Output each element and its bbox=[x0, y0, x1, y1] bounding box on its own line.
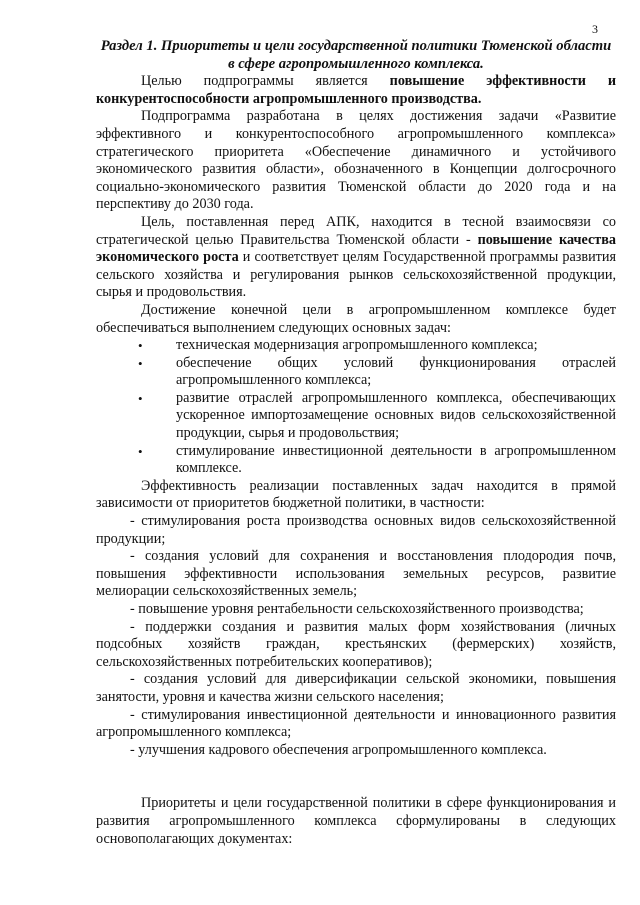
list-item-text: развитие отраслей агропромышленного комплекса, обеспечивающих ускоренное импортозамещение основных видов сельскохозяйственной продукции, сырья и продовольствия; bbox=[176, 389, 616, 442]
apk-bold-text: повышение качества экономического роста bbox=[96, 231, 616, 266]
page-number: 3 bbox=[592, 22, 598, 36]
priority-item: - создания условий для диверсификации сельской экономики, повышения занятости, уровня и качества жизни сельского населения; bbox=[96, 671, 616, 705]
tasks-list bbox=[96, 337, 616, 478]
paragraph-gap bbox=[96, 759, 616, 795]
bullet-icon: • bbox=[138, 338, 143, 354]
goal-bold-text: повышение эффективности и конкурентоспособности агропромышленного производства. bbox=[96, 73, 616, 107]
list-item-text: обеспечение общих условий функционирования отраслей агропромышленного комплекса; bbox=[176, 354, 616, 389]
apk-paragraph bbox=[96, 214, 616, 302]
priority-item: - стимулирования инвестиционной деятельности и инновационного развития агропромышленного комплекса; bbox=[96, 706, 616, 741]
list-item-text: техническая модернизация агропромышленного комплекса; bbox=[176, 337, 538, 354]
efficiency-paragraph: Эффективность реализации поставленных задач находится в прямой зависимости от приоритетов бюджетной политики, в частности: bbox=[96, 477, 616, 512]
priority-item: - стимулирования роста производства основных видов сельскохозяйственной продукции; bbox=[96, 513, 616, 547]
section-heading: Раздел 1. Приоритеты и цели государственной политики Тюменской области в сфере агропромышленного комплекса. bbox=[100, 38, 612, 72]
priority-item: - улучшения кадрового обеспечения агропромышленного комплекса. bbox=[130, 741, 547, 758]
goal-prefix: Целью подпрограммы является bbox=[141, 73, 390, 90]
list-item bbox=[96, 390, 616, 443]
achieve-paragraph: Достижение конечной цели в агропромышленном комплексе будет обеспечиваться выполнением следующих основных задач: bbox=[96, 301, 616, 336]
page-content bbox=[96, 38, 616, 848]
priority-item: - поддержки создания и развития малых форм хозяйствования (личных подсобных хозяйств граждан, крестьянских (фермерских) хозяйств, сельскохозяйственных потребительских кооперативов); bbox=[96, 618, 616, 670]
list-item-text: стимулирование инвестиционной деятельности в агропромышленном комплексе. bbox=[176, 442, 616, 477]
apk-suffix: и соответствует целям Государственной программы развития сельского хозяйства и регулирования рынков сельскохозяйственной продукции, сырья и продовольствия. bbox=[96, 249, 616, 301]
list-item bbox=[96, 355, 616, 390]
apk-prefix: Цель, поставленная перед АПК, находится в тесной взаимосвязи со стратегической целью Правительства Тюменской области - bbox=[96, 213, 616, 248]
list-item bbox=[96, 443, 616, 478]
developed-paragraph: Подпрограмма разработана в целях достижения задачи «Развитие эффективного и конкурентоспособного агропромышленного комплекса» стратегического приоритета «Обеспечение динамичного и устойчивого экономического развития области», обозначенного в Концепции долгосрочного социально-экономического развития Тюменской области до 2020 года и на перспективу до 2030 года. bbox=[96, 108, 616, 213]
documents-paragraph: Приоритеты и цели государственной политики в сфере функционирования и развития агропромышленного комплекса сформулированы в следующих основополагающих документах: bbox=[96, 795, 616, 847]
bullet-icon: • bbox=[138, 355, 143, 371]
goal-paragraph bbox=[96, 73, 616, 108]
priority-item: - создания условий для сохранения и восстановления плодородия почв, повышения эффективности использования земельных ресурсов, развитие мелиорации сельскохозяйственных земель; bbox=[96, 548, 616, 600]
bullet-icon: • bbox=[138, 443, 143, 459]
list-item bbox=[96, 337, 616, 355]
bullet-icon: • bbox=[138, 390, 143, 406]
priority-item: - повышение уровня рентабельности сельскохозяйственного производства; bbox=[130, 601, 584, 617]
